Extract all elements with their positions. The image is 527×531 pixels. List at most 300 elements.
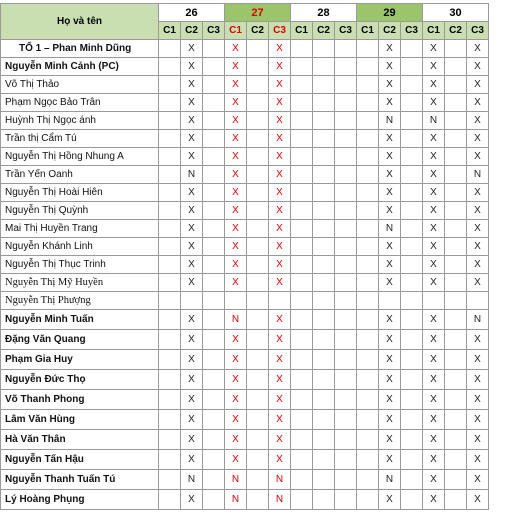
- attendance-cell[interactable]: X: [379, 256, 401, 274]
- attendance-cell[interactable]: [357, 370, 379, 390]
- student-name-cell[interactable]: Nguyễn Thị Hồng Nhung A: [1, 148, 159, 166]
- attendance-cell[interactable]: [445, 220, 467, 238]
- attendance-cell[interactable]: X: [467, 430, 489, 450]
- attendance-cell[interactable]: X: [467, 148, 489, 166]
- attendance-cell[interactable]: X: [181, 184, 203, 202]
- attendance-cell[interactable]: X: [269, 274, 291, 292]
- student-name-cell[interactable]: Phạm Ngọc Bảo Trân: [1, 94, 159, 112]
- attendance-cell[interactable]: X: [269, 390, 291, 410]
- attendance-cell[interactable]: [357, 220, 379, 238]
- attendance-cell[interactable]: [313, 148, 335, 166]
- attendance-cell[interactable]: X: [181, 112, 203, 130]
- attendance-cell[interactable]: [445, 238, 467, 256]
- session-header[interactable]: C2: [247, 22, 269, 40]
- attendance-cell[interactable]: X: [423, 370, 445, 390]
- attendance-cell[interactable]: [335, 166, 357, 184]
- attendance-cell[interactable]: X: [379, 238, 401, 256]
- student-name-cell[interactable]: Hà Văn Thân: [1, 430, 159, 450]
- attendance-cell[interactable]: X: [181, 390, 203, 410]
- attendance-cell[interactable]: X: [269, 310, 291, 330]
- attendance-cell[interactable]: X: [225, 148, 247, 166]
- session-header[interactable]: C3: [335, 22, 357, 40]
- attendance-cell[interactable]: [159, 310, 181, 330]
- attendance-cell[interactable]: N: [467, 310, 489, 330]
- attendance-cell[interactable]: [247, 410, 269, 430]
- attendance-cell[interactable]: X: [181, 94, 203, 112]
- attendance-cell[interactable]: [357, 40, 379, 58]
- attendance-cell[interactable]: X: [467, 40, 489, 58]
- attendance-cell[interactable]: [467, 292, 489, 310]
- attendance-cell[interactable]: [159, 274, 181, 292]
- attendance-cell[interactable]: X: [181, 430, 203, 450]
- attendance-cell[interactable]: X: [269, 238, 291, 256]
- student-name-cell[interactable]: Trần Yến Oanh: [1, 166, 159, 184]
- attendance-cell[interactable]: X: [379, 430, 401, 450]
- attendance-cell[interactable]: X: [467, 450, 489, 470]
- attendance-cell[interactable]: [357, 450, 379, 470]
- attendance-cell[interactable]: X: [225, 350, 247, 370]
- attendance-cell[interactable]: [445, 310, 467, 330]
- attendance-cell[interactable]: X: [467, 238, 489, 256]
- attendance-cell[interactable]: X: [225, 202, 247, 220]
- attendance-cell[interactable]: [291, 450, 313, 470]
- attendance-cell[interactable]: [247, 202, 269, 220]
- attendance-cell[interactable]: [445, 58, 467, 76]
- attendance-cell[interactable]: N: [379, 220, 401, 238]
- attendance-cell[interactable]: [445, 350, 467, 370]
- attendance-cell[interactable]: [203, 490, 225, 510]
- attendance-cell[interactable]: [291, 94, 313, 112]
- student-name-cell[interactable]: Nguyễn Minh Tuấn: [1, 310, 159, 330]
- attendance-cell[interactable]: [335, 58, 357, 76]
- attendance-cell[interactable]: [401, 410, 423, 430]
- attendance-cell[interactable]: X: [467, 330, 489, 350]
- session-header[interactable]: C1: [159, 22, 181, 40]
- attendance-cell[interactable]: [203, 220, 225, 238]
- attendance-cell[interactable]: X: [467, 202, 489, 220]
- attendance-cell[interactable]: X: [423, 130, 445, 148]
- attendance-cell[interactable]: [401, 58, 423, 76]
- attendance-cell[interactable]: X: [423, 256, 445, 274]
- attendance-cell[interactable]: [159, 76, 181, 94]
- attendance-cell[interactable]: X: [423, 184, 445, 202]
- attendance-cell[interactable]: X: [379, 130, 401, 148]
- attendance-cell[interactable]: X: [181, 330, 203, 350]
- attendance-cell[interactable]: [291, 130, 313, 148]
- attendance-cell[interactable]: X: [423, 220, 445, 238]
- attendance-cell[interactable]: [203, 470, 225, 490]
- attendance-cell[interactable]: [357, 256, 379, 274]
- attendance-cell[interactable]: X: [467, 76, 489, 94]
- attendance-cell[interactable]: [335, 184, 357, 202]
- attendance-cell[interactable]: [357, 76, 379, 94]
- attendance-cell[interactable]: [335, 76, 357, 94]
- attendance-cell[interactable]: [291, 202, 313, 220]
- attendance-cell[interactable]: X: [467, 370, 489, 390]
- attendance-cell[interactable]: X: [225, 130, 247, 148]
- attendance-cell[interactable]: X: [181, 58, 203, 76]
- attendance-cell[interactable]: [247, 470, 269, 490]
- student-name-cell[interactable]: Nguyễn Tấn Hậu: [1, 450, 159, 470]
- attendance-cell[interactable]: N: [225, 310, 247, 330]
- attendance-cell[interactable]: [379, 292, 401, 310]
- attendance-cell[interactable]: X: [423, 94, 445, 112]
- attendance-cell[interactable]: [159, 112, 181, 130]
- attendance-cell[interactable]: [401, 220, 423, 238]
- attendance-cell[interactable]: [445, 292, 467, 310]
- attendance-cell[interactable]: [203, 148, 225, 166]
- attendance-cell[interactable]: N: [225, 490, 247, 510]
- attendance-cell[interactable]: X: [467, 220, 489, 238]
- attendance-cell[interactable]: X: [423, 76, 445, 94]
- student-name-cell[interactable]: Lâm Văn Hùng: [1, 410, 159, 430]
- session-header[interactable]: C2: [379, 22, 401, 40]
- attendance-cell[interactable]: [313, 166, 335, 184]
- student-name-cell[interactable]: Nguyễn Thanh Tuấn Tú: [1, 470, 159, 490]
- attendance-cell[interactable]: X: [467, 130, 489, 148]
- attendance-cell[interactable]: [291, 470, 313, 490]
- attendance-cell[interactable]: [357, 130, 379, 148]
- attendance-cell[interactable]: N: [269, 470, 291, 490]
- attendance-cell[interactable]: [291, 76, 313, 94]
- attendance-cell[interactable]: X: [379, 76, 401, 94]
- attendance-cell[interactable]: [335, 292, 357, 310]
- attendance-cell[interactable]: [159, 256, 181, 274]
- attendance-cell[interactable]: X: [269, 94, 291, 112]
- attendance-cell[interactable]: [313, 256, 335, 274]
- attendance-cell[interactable]: [357, 148, 379, 166]
- attendance-cell[interactable]: N: [225, 470, 247, 490]
- attendance-cell[interactable]: [335, 370, 357, 390]
- attendance-cell[interactable]: [401, 310, 423, 330]
- attendance-cell[interactable]: [247, 350, 269, 370]
- attendance-cell[interactable]: [335, 330, 357, 350]
- attendance-cell[interactable]: [445, 76, 467, 94]
- attendance-cell[interactable]: [313, 202, 335, 220]
- attendance-cell[interactable]: X: [423, 238, 445, 256]
- attendance-cell[interactable]: [159, 130, 181, 148]
- attendance-cell[interactable]: [203, 292, 225, 310]
- attendance-cell[interactable]: [401, 292, 423, 310]
- attendance-cell[interactable]: [313, 130, 335, 148]
- attendance-cell[interactable]: X: [225, 238, 247, 256]
- attendance-cell[interactable]: [247, 330, 269, 350]
- attendance-cell[interactable]: [335, 130, 357, 148]
- attendance-cell[interactable]: [291, 220, 313, 238]
- attendance-cell[interactable]: [159, 410, 181, 430]
- attendance-cell[interactable]: X: [181, 490, 203, 510]
- attendance-cell[interactable]: [357, 330, 379, 350]
- attendance-cell[interactable]: [313, 450, 335, 470]
- attendance-cell[interactable]: X: [423, 350, 445, 370]
- attendance-cell[interactable]: X: [423, 202, 445, 220]
- attendance-cell[interactable]: [203, 130, 225, 148]
- attendance-cell[interactable]: X: [225, 410, 247, 430]
- attendance-cell[interactable]: [247, 58, 269, 76]
- attendance-cell[interactable]: [159, 202, 181, 220]
- attendance-cell[interactable]: [247, 256, 269, 274]
- attendance-cell[interactable]: [401, 112, 423, 130]
- attendance-cell[interactable]: [313, 490, 335, 510]
- attendance-cell[interactable]: [313, 350, 335, 370]
- attendance-cell[interactable]: [247, 292, 269, 310]
- attendance-cell[interactable]: [313, 430, 335, 450]
- attendance-cell[interactable]: [291, 330, 313, 350]
- attendance-cell[interactable]: [291, 166, 313, 184]
- attendance-cell[interactable]: [291, 350, 313, 370]
- attendance-cell[interactable]: [445, 40, 467, 58]
- attendance-cell[interactable]: [247, 390, 269, 410]
- attendance-cell[interactable]: X: [269, 350, 291, 370]
- attendance-cell[interactable]: N: [423, 112, 445, 130]
- attendance-cell[interactable]: [445, 130, 467, 148]
- attendance-cell[interactable]: X: [225, 58, 247, 76]
- attendance-cell[interactable]: X: [467, 184, 489, 202]
- attendance-cell[interactable]: X: [379, 148, 401, 166]
- student-name-cell[interactable]: Nguyễn Thị Phượng: [1, 292, 159, 310]
- attendance-cell[interactable]: [313, 220, 335, 238]
- attendance-cell[interactable]: X: [423, 166, 445, 184]
- attendance-cell[interactable]: [313, 76, 335, 94]
- attendance-cell[interactable]: [401, 184, 423, 202]
- attendance-cell[interactable]: [291, 238, 313, 256]
- attendance-cell[interactable]: X: [467, 274, 489, 292]
- attendance-cell[interactable]: [401, 166, 423, 184]
- attendance-cell[interactable]: [335, 430, 357, 450]
- attendance-cell[interactable]: X: [467, 58, 489, 76]
- attendance-cell[interactable]: [203, 450, 225, 470]
- attendance-cell[interactable]: [335, 470, 357, 490]
- attendance-cell[interactable]: X: [225, 330, 247, 350]
- attendance-cell[interactable]: [203, 330, 225, 350]
- student-name-cell[interactable]: Võ Thanh Phong: [1, 390, 159, 410]
- attendance-cell[interactable]: X: [269, 256, 291, 274]
- attendance-cell[interactable]: [357, 390, 379, 410]
- attendance-cell[interactable]: [357, 184, 379, 202]
- attendance-cell[interactable]: [313, 390, 335, 410]
- attendance-cell[interactable]: X: [269, 130, 291, 148]
- attendance-cell[interactable]: [203, 390, 225, 410]
- student-name-cell[interactable]: Nguyễn Thị Quỳnh: [1, 202, 159, 220]
- attendance-cell[interactable]: [247, 450, 269, 470]
- attendance-cell[interactable]: [445, 94, 467, 112]
- attendance-cell[interactable]: [313, 58, 335, 76]
- attendance-cell[interactable]: [401, 202, 423, 220]
- attendance-cell[interactable]: [291, 256, 313, 274]
- attendance-cell[interactable]: X: [467, 112, 489, 130]
- attendance-cell[interactable]: [203, 274, 225, 292]
- attendance-cell[interactable]: [335, 490, 357, 510]
- attendance-cell[interactable]: [313, 370, 335, 390]
- attendance-cell[interactable]: [159, 370, 181, 390]
- attendance-cell[interactable]: X: [423, 410, 445, 430]
- attendance-cell[interactable]: X: [379, 390, 401, 410]
- attendance-cell[interactable]: [291, 390, 313, 410]
- attendance-cell[interactable]: [357, 58, 379, 76]
- attendance-cell[interactable]: N: [379, 470, 401, 490]
- student-name-cell[interactable]: Nguyễn Thị Mỹ Huyền: [1, 274, 159, 292]
- attendance-cell[interactable]: [445, 148, 467, 166]
- attendance-cell[interactable]: [203, 58, 225, 76]
- attendance-cell[interactable]: [247, 184, 269, 202]
- attendance-cell[interactable]: [401, 450, 423, 470]
- attendance-cell[interactable]: [159, 390, 181, 410]
- attendance-cell[interactable]: [247, 148, 269, 166]
- attendance-cell[interactable]: [203, 238, 225, 256]
- student-name-cell[interactable]: Huỳnh Thị Ngọc ánh: [1, 112, 159, 130]
- attendance-cell[interactable]: [313, 94, 335, 112]
- attendance-cell[interactable]: X: [225, 450, 247, 470]
- attendance-cell[interactable]: [203, 112, 225, 130]
- session-header[interactable]: C3: [203, 22, 225, 40]
- attendance-cell[interactable]: [247, 238, 269, 256]
- attendance-cell[interactable]: [357, 292, 379, 310]
- attendance-cell[interactable]: X: [467, 350, 489, 370]
- attendance-cell[interactable]: X: [423, 450, 445, 470]
- attendance-cell[interactable]: [401, 94, 423, 112]
- day-header[interactable]: 27: [225, 4, 291, 22]
- attendance-cell[interactable]: X: [225, 370, 247, 390]
- student-name-cell[interactable]: Đặng Văn Quang: [1, 330, 159, 350]
- attendance-cell[interactable]: [269, 292, 291, 310]
- attendance-cell[interactable]: [203, 202, 225, 220]
- attendance-cell[interactable]: [313, 112, 335, 130]
- attendance-cell[interactable]: X: [467, 490, 489, 510]
- attendance-cell[interactable]: X: [269, 76, 291, 94]
- attendance-cell[interactable]: [247, 76, 269, 94]
- attendance-cell[interactable]: X: [181, 238, 203, 256]
- attendance-cell[interactable]: [247, 220, 269, 238]
- attendance-cell[interactable]: [247, 490, 269, 510]
- attendance-cell[interactable]: [335, 238, 357, 256]
- attendance-cell[interactable]: [159, 350, 181, 370]
- student-name-cell[interactable]: Nguyễn Minh Cảnh (PC): [1, 58, 159, 76]
- attendance-cell[interactable]: [181, 292, 203, 310]
- attendance-cell[interactable]: X: [467, 94, 489, 112]
- day-header[interactable]: 29: [357, 4, 423, 22]
- attendance-cell[interactable]: X: [379, 184, 401, 202]
- attendance-cell[interactable]: X: [181, 40, 203, 58]
- attendance-cell[interactable]: [247, 166, 269, 184]
- day-header[interactable]: 26: [159, 4, 225, 22]
- attendance-cell[interactable]: [335, 112, 357, 130]
- attendance-cell[interactable]: [313, 470, 335, 490]
- attendance-cell[interactable]: X: [379, 274, 401, 292]
- attendance-cell[interactable]: [401, 40, 423, 58]
- attendance-cell[interactable]: [357, 94, 379, 112]
- attendance-cell[interactable]: [159, 430, 181, 450]
- session-header[interactable]: C2: [313, 22, 335, 40]
- attendance-cell[interactable]: X: [423, 490, 445, 510]
- attendance-cell[interactable]: X: [269, 370, 291, 390]
- attendance-cell[interactable]: X: [423, 274, 445, 292]
- student-name-cell[interactable]: Nguyễn Thị Hoài Hiên: [1, 184, 159, 202]
- student-name-cell[interactable]: Võ Thị Thảo: [1, 76, 159, 94]
- student-name-cell[interactable]: Mai Thị Huyền Trang: [1, 220, 159, 238]
- student-name-cell[interactable]: Nguyễn Thị Thục Trinh: [1, 256, 159, 274]
- attendance-cell[interactable]: [159, 450, 181, 470]
- attendance-cell[interactable]: X: [225, 256, 247, 274]
- student-name-cell[interactable]: Trần thị Cẩm Tú: [1, 130, 159, 148]
- attendance-cell[interactable]: [203, 310, 225, 330]
- attendance-cell[interactable]: [247, 310, 269, 330]
- day-header[interactable]: 30: [423, 4, 489, 22]
- session-header[interactable]: C1: [423, 22, 445, 40]
- attendance-cell[interactable]: [445, 330, 467, 350]
- attendance-cell[interactable]: [401, 76, 423, 94]
- attendance-cell[interactable]: [291, 112, 313, 130]
- attendance-cell[interactable]: X: [181, 256, 203, 274]
- attendance-cell[interactable]: [159, 220, 181, 238]
- attendance-cell[interactable]: [445, 490, 467, 510]
- attendance-cell[interactable]: X: [269, 166, 291, 184]
- attendance-cell[interactable]: X: [225, 40, 247, 58]
- attendance-cell[interactable]: [401, 430, 423, 450]
- attendance-cell[interactable]: X: [379, 350, 401, 370]
- attendance-cell[interactable]: [159, 94, 181, 112]
- attendance-cell[interactable]: X: [379, 490, 401, 510]
- attendance-cell[interactable]: X: [181, 220, 203, 238]
- attendance-cell[interactable]: X: [181, 274, 203, 292]
- attendance-cell[interactable]: [357, 166, 379, 184]
- attendance-cell[interactable]: X: [379, 166, 401, 184]
- attendance-cell[interactable]: [313, 310, 335, 330]
- attendance-cell[interactable]: [401, 256, 423, 274]
- attendance-cell[interactable]: X: [225, 94, 247, 112]
- attendance-cell[interactable]: [159, 490, 181, 510]
- attendance-cell[interactable]: [291, 292, 313, 310]
- student-name-cell[interactable]: Nguyễn Khánh Linh: [1, 238, 159, 256]
- attendance-cell[interactable]: [291, 148, 313, 166]
- attendance-cell[interactable]: [203, 410, 225, 430]
- attendance-cell[interactable]: [357, 430, 379, 450]
- attendance-cell[interactable]: X: [225, 274, 247, 292]
- attendance-cell[interactable]: X: [269, 202, 291, 220]
- attendance-cell[interactable]: [203, 40, 225, 58]
- attendance-cell[interactable]: X: [225, 112, 247, 130]
- attendance-cell[interactable]: X: [423, 40, 445, 58]
- session-header[interactable]: C2: [181, 22, 203, 40]
- attendance-cell[interactable]: X: [379, 202, 401, 220]
- attendance-cell[interactable]: X: [181, 450, 203, 470]
- attendance-cell[interactable]: [291, 370, 313, 390]
- attendance-cell[interactable]: X: [379, 40, 401, 58]
- attendance-cell[interactable]: [159, 470, 181, 490]
- student-name-cell[interactable]: TỔ 1 – Phan Minh Dũng: [1, 40, 159, 58]
- attendance-cell[interactable]: [401, 470, 423, 490]
- attendance-cell[interactable]: [291, 184, 313, 202]
- attendance-cell[interactable]: [203, 430, 225, 450]
- attendance-cell[interactable]: X: [225, 390, 247, 410]
- attendance-cell[interactable]: X: [423, 330, 445, 350]
- attendance-cell[interactable]: [401, 274, 423, 292]
- attendance-cell[interactable]: [291, 490, 313, 510]
- attendance-cell[interactable]: [357, 310, 379, 330]
- attendance-cell[interactable]: X: [269, 148, 291, 166]
- attendance-cell[interactable]: [335, 40, 357, 58]
- attendance-cell[interactable]: X: [379, 410, 401, 430]
- attendance-cell[interactable]: [159, 148, 181, 166]
- attendance-cell[interactable]: N: [181, 166, 203, 184]
- attendance-cell[interactable]: X: [269, 220, 291, 238]
- attendance-cell[interactable]: [313, 410, 335, 430]
- attendance-cell[interactable]: X: [269, 58, 291, 76]
- attendance-cell[interactable]: [203, 166, 225, 184]
- attendance-cell[interactable]: [159, 58, 181, 76]
- attendance-cell[interactable]: N: [467, 166, 489, 184]
- attendance-cell[interactable]: X: [181, 76, 203, 94]
- attendance-cell[interactable]: [445, 430, 467, 450]
